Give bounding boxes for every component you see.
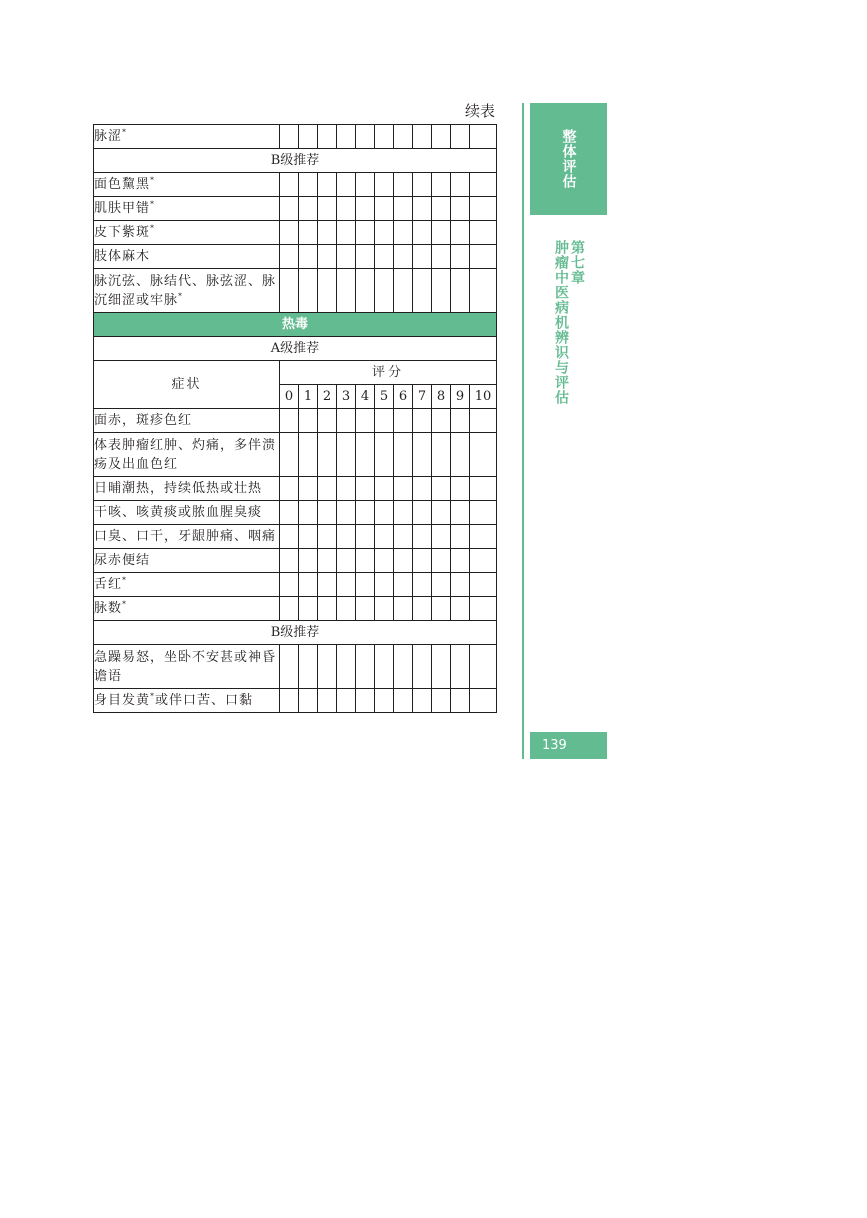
score-cell[interactable] — [394, 525, 413, 549]
score-cell[interactable] — [451, 549, 470, 573]
score-cell[interactable] — [432, 409, 451, 433]
asterisk-mark: * — [178, 291, 184, 301]
score-cell[interactable] — [432, 645, 451, 689]
symptom-row — [94, 269, 497, 313]
symptom-row — [94, 409, 497, 433]
score-cell[interactable] — [337, 549, 356, 573]
symptom-cell — [94, 477, 280, 501]
score-cell[interactable] — [318, 525, 337, 549]
symptom-row — [94, 173, 497, 197]
symptom-text: 身目发黄 — [94, 693, 151, 708]
score-cell[interactable] — [337, 125, 356, 149]
score-cell[interactable] — [451, 125, 470, 149]
symptom-column-header: 症状 — [94, 361, 280, 409]
score-cell[interactable] — [451, 197, 470, 221]
score-cell[interactable] — [280, 689, 299, 713]
symptom-cell — [94, 245, 280, 269]
score-cell[interactable] — [299, 221, 318, 245]
score-cell[interactable] — [394, 433, 413, 477]
score-cell[interactable] — [413, 173, 432, 197]
score-cell[interactable] — [470, 549, 497, 573]
score-cell[interactable] — [337, 197, 356, 221]
score-cell[interactable] — [280, 221, 299, 245]
score-number: 1 — [299, 385, 318, 409]
score-cell[interactable] — [413, 433, 432, 477]
score-number: 9 — [451, 385, 470, 409]
score-cell[interactable] — [299, 197, 318, 221]
recommendation-level: B级推荐 — [94, 621, 497, 645]
symptom-text: 急躁易怒，坐卧不安甚或神昏谵语 — [94, 649, 277, 684]
score-cell[interactable] — [299, 409, 318, 433]
score-cell[interactable] — [432, 269, 451, 313]
score-cell[interactable] — [413, 525, 432, 549]
symptom-cell — [94, 125, 280, 149]
symptom-text: 干咳、咳黄痰或脓血腥臭痰 — [94, 505, 263, 520]
score-cell[interactable] — [394, 689, 413, 713]
score-cell[interactable] — [375, 501, 394, 525]
asterisk-mark: * — [122, 575, 128, 585]
asterisk-mark: * — [122, 127, 128, 137]
asterisk-mark: * — [150, 199, 156, 209]
score-cell[interactable] — [318, 501, 337, 525]
score-number: 10 — [470, 385, 497, 409]
score-number: 3 — [337, 385, 356, 409]
symptom-text: 肢体麻木 — [94, 249, 151, 264]
score-cell[interactable] — [432, 689, 451, 713]
score-cell[interactable] — [280, 197, 299, 221]
score-cell[interactable] — [394, 573, 413, 597]
symptom-text: 面色黧黑 — [94, 177, 151, 192]
symptom-row — [94, 689, 497, 713]
score-cell[interactable] — [470, 573, 497, 597]
symptom-row — [94, 125, 497, 149]
score-cell[interactable] — [356, 125, 375, 149]
score-cell[interactable] — [375, 645, 394, 689]
score-cell[interactable] — [280, 645, 299, 689]
score-cell[interactable] — [394, 549, 413, 573]
asterisk-mark: * — [122, 599, 128, 609]
score-cell[interactable] — [356, 689, 375, 713]
symptom-text-suffix: 或伴口苦、口黏 — [155, 693, 254, 708]
score-cell[interactable] — [280, 409, 299, 433]
symptom-text: 肌肤甲错 — [94, 201, 151, 216]
score-cell[interactable] — [280, 173, 299, 197]
score-cell[interactable] — [299, 245, 318, 269]
score-cell[interactable] — [470, 501, 497, 525]
score-cell[interactable] — [280, 477, 299, 501]
score-cell[interactable] — [318, 549, 337, 573]
score-cell[interactable] — [280, 245, 299, 269]
score-cell[interactable] — [470, 221, 497, 245]
score-cell[interactable] — [413, 197, 432, 221]
score-cell[interactable] — [432, 125, 451, 149]
score-cell[interactable] — [451, 501, 470, 525]
score-cell[interactable] — [394, 245, 413, 269]
score-cell[interactable] — [375, 197, 394, 221]
symptom-cell — [94, 409, 280, 433]
recommendation-level-row — [94, 149, 497, 173]
score-cell[interactable] — [318, 197, 337, 221]
score-cell[interactable] — [318, 125, 337, 149]
score-cell[interactable] — [413, 269, 432, 313]
score-cell[interactable] — [451, 573, 470, 597]
score-cell[interactable] — [337, 689, 356, 713]
score-cell[interactable] — [375, 245, 394, 269]
symptom-score-table — [93, 124, 497, 713]
symptom-cell — [94, 221, 280, 245]
score-cell[interactable] — [451, 645, 470, 689]
score-cell[interactable] — [432, 197, 451, 221]
score-cell[interactable] — [356, 409, 375, 433]
score-cell[interactable] — [432, 477, 451, 501]
score-cell[interactable] — [299, 477, 318, 501]
score-cell[interactable] — [318, 573, 337, 597]
symptom-text: 口臭、口干，牙龈肿痛、咽痛 — [94, 529, 277, 544]
score-cell[interactable] — [432, 173, 451, 197]
score-cell[interactable] — [375, 221, 394, 245]
score-cell[interactable] — [413, 221, 432, 245]
score-cell[interactable] — [451, 173, 470, 197]
score-cell[interactable] — [299, 549, 318, 573]
score-cell[interactable] — [280, 597, 299, 621]
score-cell[interactable] — [451, 525, 470, 549]
score-cell[interactable] — [318, 409, 337, 433]
score-cell[interactable] — [394, 477, 413, 501]
score-cell[interactable] — [299, 573, 318, 597]
score-cell[interactable] — [394, 645, 413, 689]
score-cell[interactable] — [356, 525, 375, 549]
score-header-row — [94, 361, 497, 385]
symptom-row — [94, 477, 497, 501]
score-cell[interactable] — [413, 597, 432, 621]
score-cell[interactable] — [318, 477, 337, 501]
symptom-row — [94, 597, 497, 621]
score-cell[interactable] — [337, 221, 356, 245]
symptom-text: 面赤，斑疹色红 — [94, 413, 193, 428]
score-cell[interactable] — [394, 197, 413, 221]
score-cell[interactable] — [375, 409, 394, 433]
score-cell[interactable] — [280, 501, 299, 525]
recommendation-level: B级推荐 — [94, 149, 497, 173]
score-cell[interactable] — [356, 501, 375, 525]
symptom-row — [94, 501, 497, 525]
symptom-row — [94, 573, 497, 597]
score-cell[interactable] — [432, 433, 451, 477]
side-rule — [522, 103, 524, 759]
symptom-row — [94, 525, 497, 549]
score-cell[interactable] — [356, 173, 375, 197]
score-number: 6 — [394, 385, 413, 409]
score-cell[interactable] — [280, 525, 299, 549]
score-cell[interactable] — [470, 245, 497, 269]
score-cell[interactable] — [451, 597, 470, 621]
symptom-text: 尿赤便结 — [94, 553, 151, 568]
score-cell[interactable] — [375, 477, 394, 501]
score-cell[interactable] — [356, 549, 375, 573]
score-cell[interactable] — [299, 433, 318, 477]
score-cell[interactable] — [356, 433, 375, 477]
section-row — [94, 313, 497, 337]
symptom-cell — [94, 501, 280, 525]
chapter-title: 肿瘤中医病机辨识与评估 — [553, 240, 569, 405]
recommendation-level-row — [94, 621, 497, 645]
score-cell[interactable] — [470, 433, 497, 477]
score-cell[interactable] — [299, 269, 318, 313]
score-cell[interactable] — [432, 597, 451, 621]
score-cell[interactable] — [470, 477, 497, 501]
score-cell[interactable] — [299, 173, 318, 197]
score-cell[interactable] — [413, 689, 432, 713]
score-cell[interactable] — [394, 269, 413, 313]
symptom-cell — [94, 689, 280, 713]
symptom-cell — [94, 197, 280, 221]
continued-label: 续表 — [464, 102, 495, 120]
score-cell[interactable] — [337, 173, 356, 197]
score-cell[interactable] — [318, 245, 337, 269]
score-cell[interactable] — [394, 597, 413, 621]
asterisk-mark: * — [150, 223, 156, 233]
score-cell[interactable] — [356, 477, 375, 501]
score-cell[interactable] — [413, 549, 432, 573]
score-cell[interactable] — [318, 173, 337, 197]
score-cell[interactable] — [413, 125, 432, 149]
symptom-cell — [94, 433, 280, 477]
score-cell[interactable] — [394, 501, 413, 525]
score-cell[interactable] — [356, 645, 375, 689]
symptom-cell — [94, 549, 280, 573]
score-cell[interactable] — [337, 269, 356, 313]
symptom-text: 脉数 — [94, 601, 123, 616]
score-cell[interactable] — [470, 125, 497, 149]
score-cell[interactable] — [375, 173, 394, 197]
symptom-row — [94, 221, 497, 245]
symptom-text: 日晡潮热，持续低热或壮热 — [94, 481, 263, 496]
score-cell[interactable] — [432, 525, 451, 549]
score-number: 0 — [280, 385, 299, 409]
score-cell[interactable] — [337, 477, 356, 501]
score-cell[interactable] — [299, 525, 318, 549]
score-cell[interactable] — [337, 433, 356, 477]
score-number: 7 — [413, 385, 432, 409]
score-cell[interactable] — [356, 597, 375, 621]
score-cell[interactable] — [375, 125, 394, 149]
score-cell[interactable] — [375, 269, 394, 313]
score-cell[interactable] — [394, 221, 413, 245]
recommendation-level: A级推荐 — [94, 337, 497, 361]
score-cell[interactable] — [413, 245, 432, 269]
score-cell[interactable] — [337, 501, 356, 525]
symptom-text: 舌红 — [94, 577, 123, 592]
score-number: 4 — [356, 385, 375, 409]
symptom-cell — [94, 573, 280, 597]
score-cell[interactable] — [470, 645, 497, 689]
score-cell[interactable] — [470, 525, 497, 549]
score-cell[interactable] — [337, 525, 356, 549]
symptom-row — [94, 197, 497, 221]
section-tab-label: 整体评估 — [560, 129, 577, 189]
score-cell[interactable] — [299, 597, 318, 621]
asterisk-mark: * — [150, 691, 156, 701]
score-cell[interactable] — [337, 597, 356, 621]
score-cell[interactable] — [280, 433, 299, 477]
symptom-cell — [94, 597, 280, 621]
score-cell[interactable] — [432, 221, 451, 245]
score-cell[interactable] — [280, 269, 299, 313]
page-number: 139 — [530, 732, 607, 759]
score-cell[interactable] — [451, 477, 470, 501]
score-cell[interactable] — [318, 645, 337, 689]
score-cell[interactable] — [451, 409, 470, 433]
score-cell[interactable] — [375, 525, 394, 549]
score-cell[interactable] — [318, 597, 337, 621]
score-cell[interactable] — [337, 409, 356, 433]
score-cell[interactable] — [280, 125, 299, 149]
score-cell[interactable] — [413, 645, 432, 689]
score-cell[interactable] — [394, 173, 413, 197]
symptom-row — [94, 549, 497, 573]
score-cell[interactable] — [394, 409, 413, 433]
symptom-row — [94, 433, 497, 477]
score-number: 5 — [375, 385, 394, 409]
recommendation-level-row — [94, 337, 497, 361]
symptom-row — [94, 245, 497, 269]
score-number: 8 — [432, 385, 451, 409]
score-table-wrap — [93, 124, 496, 713]
score-cell[interactable] — [470, 197, 497, 221]
score-cell[interactable] — [432, 501, 451, 525]
score-cell[interactable] — [470, 269, 497, 313]
score-cell[interactable] — [470, 597, 497, 621]
score-cell[interactable] — [375, 597, 394, 621]
symptom-cell — [94, 173, 280, 197]
score-cell[interactable] — [375, 573, 394, 597]
score-cell[interactable] — [432, 245, 451, 269]
score-cell[interactable] — [394, 125, 413, 149]
score-cell[interactable] — [451, 269, 470, 313]
score-cell[interactable] — [413, 573, 432, 597]
symptom-text: 体表肿瘤红肿、灼痛，多伴溃疡及出血色红 — [94, 437, 277, 472]
score-cell[interactable] — [299, 125, 318, 149]
score-cell[interactable] — [470, 409, 497, 433]
score-cell[interactable] — [337, 645, 356, 689]
score-cell[interactable] — [318, 433, 337, 477]
score-cell[interactable] — [337, 573, 356, 597]
score-cell[interactable] — [413, 477, 432, 501]
symptom-text: 皮下紫斑 — [94, 225, 151, 240]
score-cell[interactable] — [451, 221, 470, 245]
chapter-number: 第七章 — [569, 240, 585, 285]
score-cell[interactable] — [299, 689, 318, 713]
score-cell[interactable] — [470, 689, 497, 713]
score-cell[interactable] — [356, 245, 375, 269]
score-cell[interactable] — [375, 433, 394, 477]
score-cell[interactable] — [280, 549, 299, 573]
score-cell[interactable] — [451, 689, 470, 713]
symptom-text: 脉沉弦、脉结代、脉弦涩、脉沉细涩或牢脉 — [94, 273, 277, 308]
score-cell[interactable] — [375, 549, 394, 573]
chapter-heading — [553, 240, 585, 405]
symptom-cell — [94, 525, 280, 549]
score-cell[interactable] — [299, 645, 318, 689]
score-cell[interactable] — [413, 409, 432, 433]
score-cell[interactable] — [337, 245, 356, 269]
symptom-cell — [94, 645, 280, 689]
score-cell[interactable] — [451, 245, 470, 269]
score-cell[interactable] — [356, 269, 375, 313]
score-cell[interactable] — [470, 173, 497, 197]
score-cell[interactable] — [280, 573, 299, 597]
score-cell[interactable] — [375, 689, 394, 713]
score-column-header: 评分 — [280, 361, 497, 385]
symptom-row — [94, 645, 497, 689]
score-cell[interactable] — [451, 433, 470, 477]
score-cell[interactable] — [318, 269, 337, 313]
score-cell[interactable] — [356, 221, 375, 245]
score-cell[interactable] — [356, 197, 375, 221]
score-cell[interactable] — [413, 501, 432, 525]
symptom-cell — [94, 269, 280, 313]
symptom-text: 脉涩 — [94, 129, 123, 144]
score-cell[interactable] — [318, 221, 337, 245]
score-cell[interactable] — [432, 549, 451, 573]
score-cell[interactable] — [299, 501, 318, 525]
section-title: 热毒 — [94, 313, 497, 337]
score-cell[interactable] — [432, 573, 451, 597]
score-number: 2 — [318, 385, 337, 409]
score-cell[interactable] — [356, 573, 375, 597]
asterisk-mark: * — [150, 175, 156, 185]
score-cell[interactable] — [318, 689, 337, 713]
section-tab[interactable] — [530, 103, 607, 215]
